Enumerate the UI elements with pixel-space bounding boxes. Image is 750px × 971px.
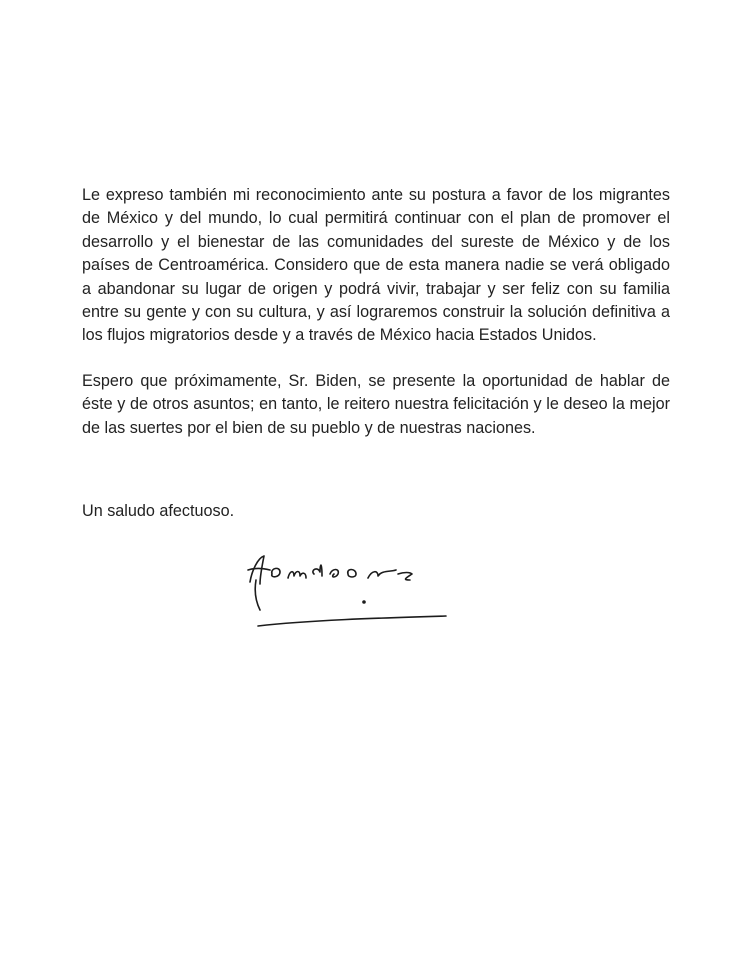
signature-stroke-a — [250, 556, 264, 584]
signature-drawing — [240, 540, 460, 640]
signature-dot — [362, 600, 366, 604]
signature-stroke-n — [368, 570, 396, 578]
paragraph-migrants: Le expreso también mi reconocimiento ante su postura a favor de los migrantes de México y del mundo, lo cual permitirá continuar con el plan de promover el desarrollo y el bienestar de las comunidades del sureste de México y de los países de Centroamérica. Considero que de esta manera nadie se verá obligado a abandonar su lugar de origen y podrá vivir, trabajar y ser feliz con su familia entre su gente y con su cultura, y así lograremos construir la solución definitiva a los flujos migratorios desde y a través de México hacia Estados Unidos. — [82, 186, 670, 345]
signature-stroke-e — [330, 570, 338, 578]
letter-body — [82, 184, 670, 440]
signature-stroke-m — [288, 572, 306, 579]
signature-underline — [258, 616, 446, 626]
paragraph-closing-wishes: Espero que próximamente, Sr. Biden, se presente la oportunidad de hablar de éste y de otros asuntos; en tanto, le reitero nuestra felicitación y le deseo la mejor de las suertes por el bien de su pueblo y de nuestras naciones. — [82, 371, 670, 437]
signature-stroke-o2 — [348, 570, 356, 578]
signature-stroke-bar — [248, 569, 270, 571]
signature-stroke-tail — [255, 580, 260, 610]
handwritten-signature — [240, 540, 460, 640]
signature-stroke-o — [272, 568, 280, 576]
closing-salutation: Un saludo afectuoso. — [82, 502, 235, 520]
signature-stroke-d1 — [313, 565, 322, 576]
signature-stroke-z — [398, 573, 412, 581]
